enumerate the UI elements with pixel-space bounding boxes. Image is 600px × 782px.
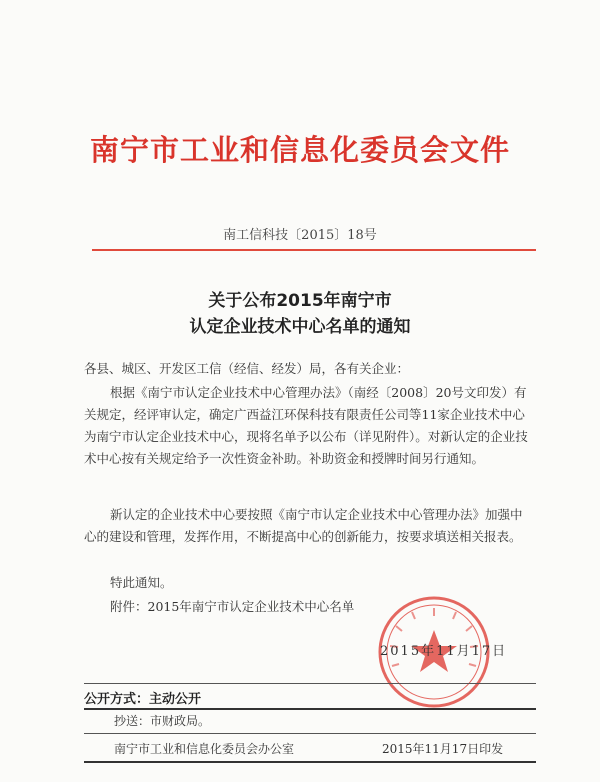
notice-title-line-2: 认定企业技术中心名单的通知 — [189, 317, 411, 337]
footer-rule-middle — [84, 733, 536, 734]
body-paragraph-1 — [84, 382, 534, 470]
footer-rule-thick — [84, 708, 536, 710]
public-disclosure-label: 公开方式：主动公开 — [84, 692, 202, 707]
header-red-rule — [92, 249, 536, 251]
attachment-text: 附件：2015年南宁市认定企业技术中心名单 — [110, 599, 355, 614]
issuing-office: 南宁市工业和信息化委员会办公室 — [114, 742, 295, 756]
closing-text: 特此通知。 — [110, 575, 173, 590]
footer-rule-top — [84, 683, 536, 684]
notice-title-line-1: 关于公布2015年南宁市 — [208, 291, 392, 311]
signature-date: 2015年11月17日 — [380, 644, 508, 659]
print-date: 2015年11月17日印发 — [382, 742, 504, 756]
paragraph-2-text: 新认定的企业技术中心要按照《南宁市认定企业技术中心管理办法》加强中心的建设和管理，发挥作用，不断提高中心的创新能力，按要求填送相关报表。 — [84, 507, 523, 544]
footer-rule-bottom — [84, 761, 536, 763]
document-header-title: 南宁市工业和信息化委员会文件 — [89, 133, 510, 167]
body-paragraph-2 — [84, 504, 534, 548]
document-number: 南工信科技〔2015〕18号 — [223, 228, 377, 243]
addressee: 各县、城区、开发区工信（经信、经发）局，各有关企业： — [84, 361, 410, 376]
notice-title — [0, 288, 600, 340]
paragraph-1-text: 根据《南宁市认定企业技术中心管理办法》（南经〔2008〕20号文印发）有关规定，经评审认定，确定广西益江环保科技有限责任公司等11家企业技术中心为南宁市认定企业技术中心，现将名单予以公布（详见附件）。对新认定的企业技术中心按有关规定给予一次性资金补助。补助资金和授牌时间另行通知。 — [84, 385, 528, 466]
closing-line — [84, 572, 534, 594]
cc-line: 抄送：市财政局。 — [114, 714, 211, 728]
